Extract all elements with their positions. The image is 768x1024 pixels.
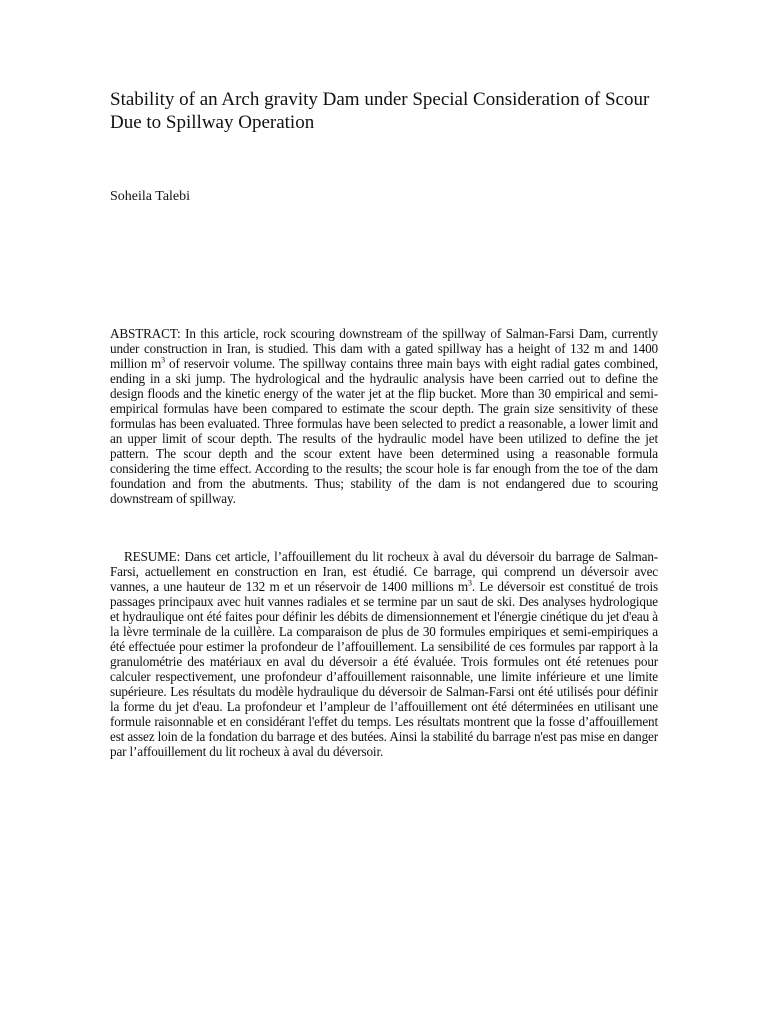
resume-text-part1: RESUME: Dans cet article, l’affouillement du lit rocheux à aval du déversoir du barrage de Salman-Farsi, actuellement en construction en Iran, est étudié. Ce barrage, qui comprend un déversoir avec vannes, a une hauteur de 132 m et un réservoir de 1400 millions m [110,549,658,594]
abstract-text-part2: of reservoir volume. The spillway contains three main bays with eight radial gates combined, ending in a ski jump. The hydrological and the hydraulic analysis have been carried out to define the design floods and the kinetic energy of the water jet at the flip bucket. More than 30 empirical and semi-empirical formulas have been compared to estimate the scour depth. The grain size sensitivity of these formulas has been evaluated. Three formulas have been selected to predict a reasonable, a lower limit and an upper limit of scour depth. The results of the hydraulic model have been utilized to define the jet pattern. The scour depth and the scour extent have been determined using a reasonable formula considering the time effect. According to the results; the scour hole is far enough from the toe of the dam foundation and from the abutments. Thus; stability of the dam is not endangered due to scouring downstream of spillway. [110,356,658,506]
resume-text-part2: . Le déversoir est constitué de trois passages principaux avec huit vannes radiales et se termine par un saut de ski. Des analyses hydrologique et hydraulique ont été faites pour définir les débits de dimensionnement et l'énergie cinétique du jet d'eau à la lèvre terminale de la cuillère. La comparaison de plus de 30 formules empiriques et semi-empiriques a été effectuée pour estimer la profondeur de l’affouillement. La sensibilité de ces formules par rapport à la granulométrie des matériaux en aval du déversoir a été évaluée. Trois formules ont été retenues pour calculer respectivement, une profondeur d’affouillement raisonnable, une limite inférieure et une limite supérieure. Les résultats du modèle hydraulique du déversoir de Salman-Farsi ont été utilisés pour définir la forme du jet d'eau. La profondeur et l’ampleur de l’affouillement ont été déterminées en utilisant une formule raisonnable et en considérant l'effet du temps. Les résultats montrent que la fosse d’affouillement est assez loin de la fondation du barrage et des butées. Ainsi la stabilité du barrage n'est pas mise en danger par l’affouillement du lit rocheux à aval du déversoir. [110,579,658,759]
resume-superscript: 3 [468,578,472,588]
abstract-paragraph [110,326,658,506]
paper-title: Stability of an Arch gravity Dam under Special Consideration of Scour Due to Spillway Operation [110,89,650,133]
author-name: Soheila Talebi [110,189,191,204]
resume-paragraph [110,549,658,759]
abstract-superscript: 3 [161,355,166,365]
abstract-text-part1: ABSTRACT: In this article, rock scouring downstream of the spillway of Salman-Farsi Dam, currently under construction in Iran, is studied. This dam with a gated spillway has a height of 132 m and 1400 million m [110,326,658,371]
